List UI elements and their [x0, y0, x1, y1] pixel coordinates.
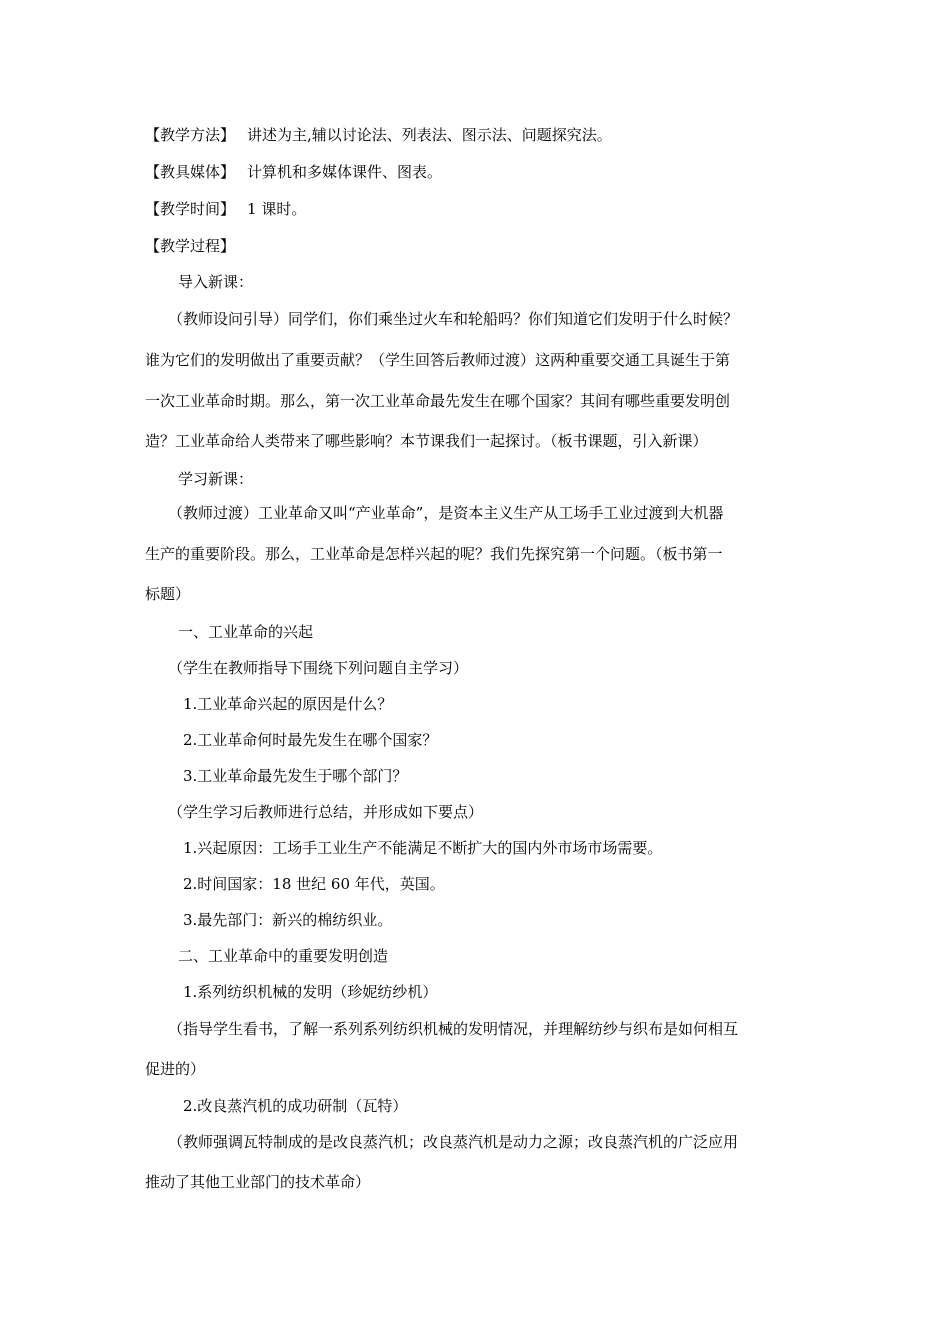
media-text: 计算机和多媒体课件、图表。 [247, 163, 443, 181]
section-2-title: 二、工业革命中的重要发明创造 [178, 947, 389, 965]
section-1-note: （学生在教师指导下围绕下列问题自主学习） [168, 659, 469, 677]
time-line [145, 199, 306, 219]
invention-note-line: 推动了其他工业部门的技术革命） [145, 1173, 371, 1191]
method-label: 【教学方法】 [145, 126, 236, 144]
intro-heading: 导入新课： [178, 273, 254, 291]
learn-heading: 学习新课： [178, 470, 254, 488]
learn-paragraph-line: （教师过渡）工业革命又叫“产业革命”，是资本主义生产从工场手工业过渡到大机器 [168, 504, 724, 522]
intro-paragraph-line: 一次工业革命时期。那么，第一次工业革命最先发生在哪个国家？其间有哪些重要发明创 [145, 392, 731, 410]
answer-item: 1.兴起原因：工场手工业生产不能满足不断扩大的国内外市场市场需要。 [183, 839, 663, 857]
method-line [145, 125, 612, 145]
time-text: 1 课时。 [247, 200, 307, 218]
answer-item: 2.时间国家：18 世纪 60 年代，英国。 [183, 875, 445, 893]
intro-paragraph-line: 造？工业革命给人类带来了哪些影响？本节课我们一起探讨。（板书课题，引入新课） [145, 432, 708, 450]
invention-note-line: 促进的） [145, 1060, 206, 1078]
intro-paragraph-line: 谁为它们的发明做出了重要贡献？（学生回答后教师过渡）这两种重要交通工具诞生于第 [145, 351, 731, 369]
media-line [145, 162, 442, 182]
question-item: 2.工业革命何时最先发生在哪个国家？ [183, 731, 438, 749]
learn-paragraph-line: 生产的重要阶段。那么，工业革命是怎样兴起的呢？我们先探究第一个问题。（板书第一 [145, 545, 723, 563]
process-label: 【教学过程】 [145, 237, 236, 255]
invention-item: 2.改良蒸汽机的成功研制（瓦特） [183, 1097, 408, 1115]
method-text: 讲述为主,辅以讨论法、列表法、图示法、问题探究法。 [247, 126, 612, 144]
section-1-summary: （学生学习后教师进行总结，并形成如下要点） [168, 803, 484, 821]
learn-paragraph-line: 标题） [145, 585, 191, 603]
question-item: 1.工业革命兴起的原因是什么？ [183, 695, 393, 713]
invention-item: 1.系列纺织机械的发明（珍妮纺纱机） [183, 983, 438, 1001]
intro-paragraph-line: （教师设问引导）同学们，你们乘坐过火车和轮船吗？你们知道它们发明于什么时候？ [168, 310, 739, 328]
answer-item: 3.最先部门：新兴的棉纺织业。 [183, 911, 393, 929]
section-1-title: 一、工业革命的兴起 [178, 623, 314, 641]
question-item: 3.工业革命最先发生于哪个部门？ [183, 767, 408, 785]
invention-note-line: （教师强调瓦特制成的是改良蒸汽机；改良蒸汽机是动力之源；改良蒸汽机的广泛应用 [168, 1133, 739, 1151]
media-label: 【教具媒体】 [145, 163, 236, 181]
time-label: 【教学时间】 [145, 200, 236, 218]
invention-note-line: （指导学生看书，了解一系列系列纺织机械的发明情况，并理解纺纱与织布是如何相互 [168, 1020, 739, 1038]
